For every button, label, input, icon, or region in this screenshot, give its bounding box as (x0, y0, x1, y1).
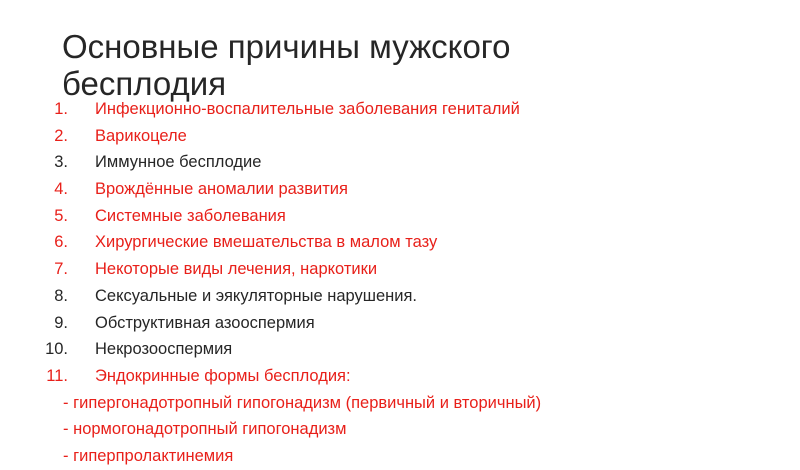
item-text: Сексуальные и эякуляторные нарушения. (95, 286, 418, 305)
list-item (0, 96, 800, 123)
item-text: Системные заболевания (95, 206, 286, 225)
item-text: Инфекционно-воспалительные заболевания гениталий (95, 100, 520, 118)
slide-title: Основные причины мужского бесплодия (62, 28, 511, 102)
list-item (0, 283, 800, 310)
list-item (0, 229, 800, 256)
sub-item-text: - гипергонадотропный гипогонадизм (первичный и вторичный) (63, 393, 542, 412)
item-text: Некрозооспермия (95, 340, 233, 359)
sub-list-item (0, 390, 800, 417)
item-number: 5. (54, 206, 68, 225)
causes-list (0, 96, 800, 470)
item-number: 8. (54, 286, 68, 305)
item-number: 9. (54, 313, 68, 332)
item-text: Эндокринные формы бесплодия: (95, 366, 351, 385)
list-item (0, 176, 800, 203)
sub-item-text: - нормогонадотропный гипогонадизм (63, 420, 347, 439)
item-text: Варикоцеле (95, 126, 187, 145)
list-item (0, 363, 800, 390)
item-number: 4. (54, 180, 68, 199)
list-item (0, 310, 800, 337)
sub-list-item (0, 416, 800, 443)
item-number: 1. (54, 100, 68, 118)
item-text: Некоторые виды лечения, наркотики (95, 260, 378, 279)
sub-list-item (0, 443, 800, 470)
item-number: 11. (46, 366, 68, 385)
item-number: 6. (54, 233, 68, 252)
item-text: Обструктивная азооспермия (95, 313, 315, 332)
list-item (0, 149, 800, 176)
item-number: 3. (54, 153, 68, 172)
item-number: 7. (54, 260, 68, 279)
sub-item-text: - гиперпролактинемия (63, 446, 234, 465)
list-item (0, 123, 800, 150)
list-item (0, 203, 800, 230)
item-text: Хирургические вмешательства в малом тазу (95, 233, 438, 252)
list-item (0, 256, 800, 283)
item-text: Иммунное бесплодие (95, 153, 262, 172)
item-number: 2. (54, 126, 68, 145)
item-text: Врождённые аномалии развития (95, 180, 348, 199)
list-item (0, 336, 800, 363)
item-number: 10. (45, 340, 68, 359)
